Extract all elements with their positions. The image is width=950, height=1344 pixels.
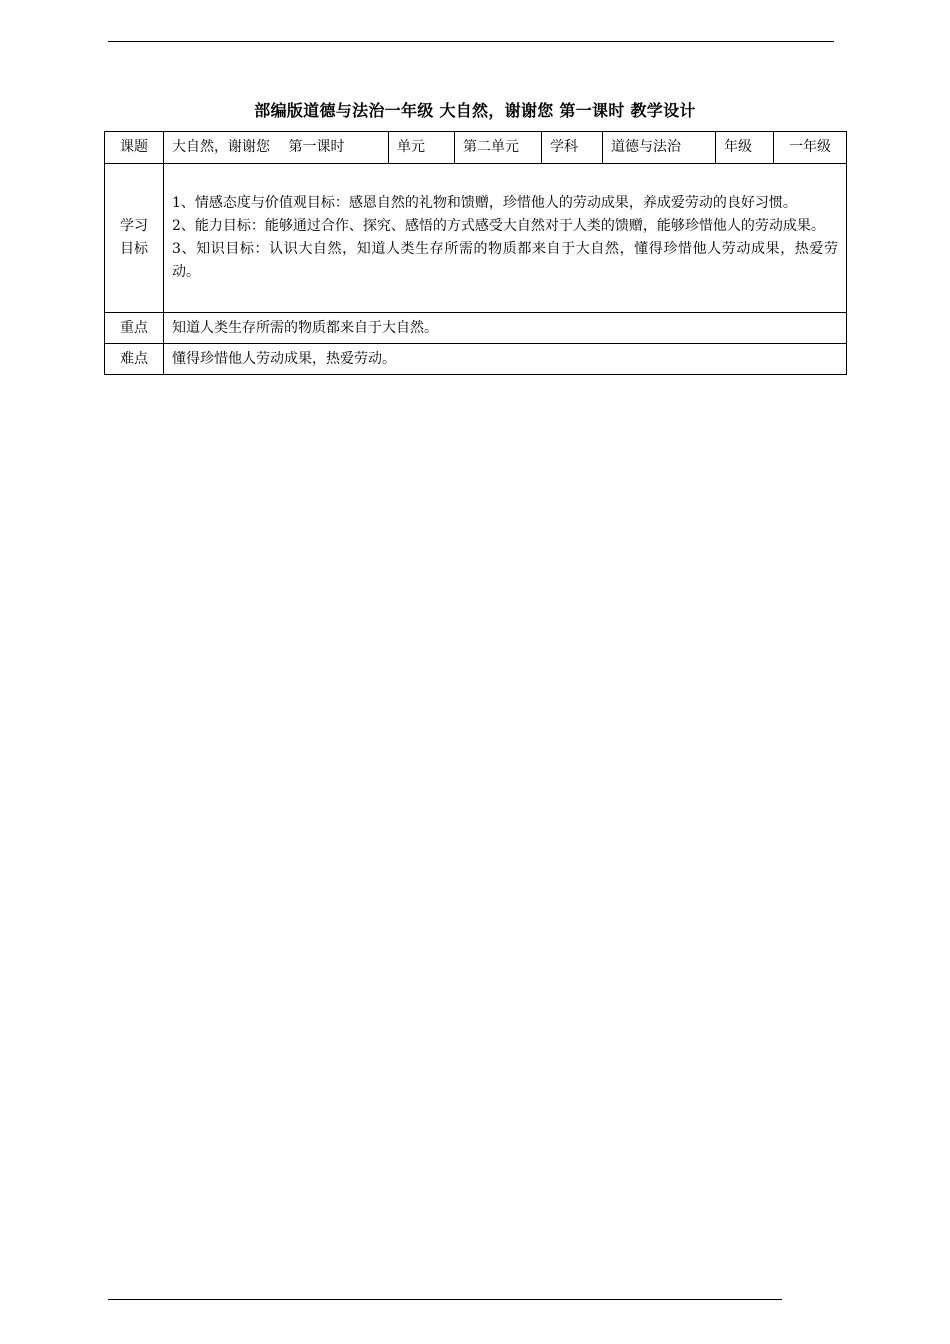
footer-rule bbox=[108, 1299, 782, 1300]
grade-label: 年级 bbox=[716, 132, 774, 164]
objectives-label-line1: 学习 bbox=[120, 218, 148, 234]
subject-label: 学科 bbox=[542, 132, 603, 164]
objectives-content bbox=[164, 164, 847, 313]
topic-label: 课题 bbox=[105, 132, 164, 164]
lesson-info-table bbox=[104, 131, 847, 375]
grade-value: 一年级 bbox=[774, 132, 847, 164]
key-point-value: 知道人类生存所需的物质都来自于大自然。 bbox=[164, 313, 847, 344]
key-point-label: 重点 bbox=[105, 313, 164, 344]
objective-item-emotion: 1、情感态度与价值观目标：感恩自然的礼物和馈赠，珍惜他人的劳动成果，养成爱劳动的良好习惯。 bbox=[172, 195, 797, 211]
objectives-label bbox=[105, 164, 164, 313]
header-rule bbox=[108, 41, 834, 42]
objective-item-knowledge: 3、知识目标：认识大自然，知道人类生存所需的物质都来自于大自然，懂得珍惜他人劳动成果，热爱劳动。 bbox=[172, 241, 838, 280]
table-row-objectives bbox=[105, 164, 847, 313]
objective-item-ability: 2、能力目标：能够通过合作、探究、感悟的方式感受大自然对于人类的馈赠，能够珍惜他人的劳动成果。 bbox=[172, 218, 825, 234]
document-title: 部编版道德与法治一年级 大自然，谢谢您 第一课时 教学设计 bbox=[254, 101, 696, 120]
difficulty-value: 懂得珍惜他人劳动成果，热爱劳动。 bbox=[164, 344, 847, 375]
topic-value: 大自然，谢谢您 第一课时 bbox=[164, 132, 389, 164]
objectives-label-line2: 目标 bbox=[120, 241, 148, 257]
table-row-key-point bbox=[105, 313, 847, 344]
unit-label: 单元 bbox=[389, 132, 455, 164]
unit-value: 第二单元 bbox=[455, 132, 542, 164]
table-row-header-info bbox=[105, 132, 847, 164]
subject-value: 道德与法治 bbox=[603, 132, 716, 164]
difficulty-label: 难点 bbox=[105, 344, 164, 375]
table-row-difficulty bbox=[105, 344, 847, 375]
